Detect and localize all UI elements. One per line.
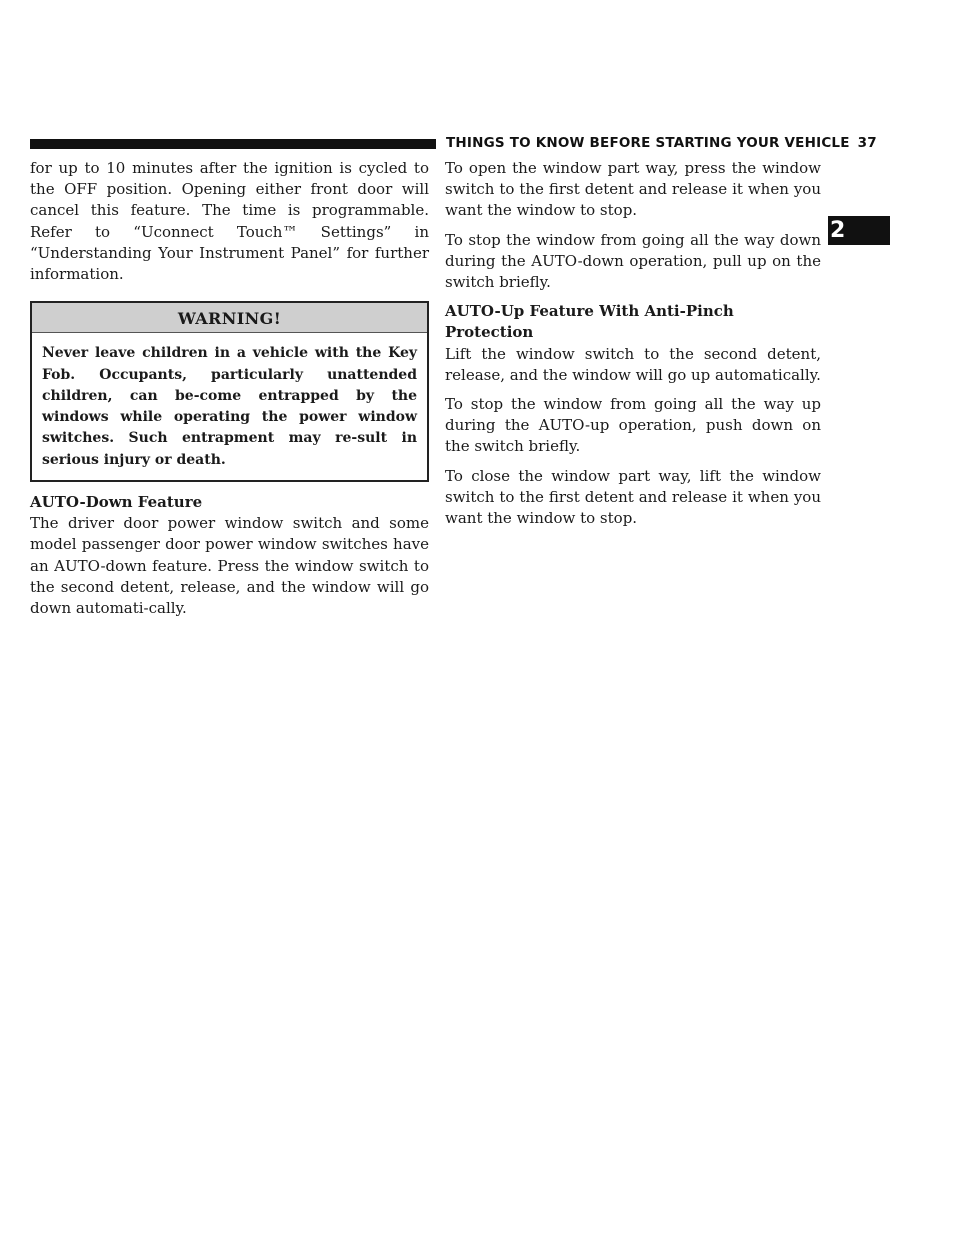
running-header	[446, 135, 877, 151]
right-column	[445, 158, 821, 537]
warning-box	[30, 301, 429, 482]
page-number: 37	[857, 135, 877, 151]
auto-up-heading: AUTO-Up Feature With Anti-Pinch Protection	[445, 302, 734, 342]
close-partway-paragraph: To close the window part way, lift the window switch to the first detent and release it when you want the window to stop.	[445, 466, 821, 528]
header-rule	[30, 139, 436, 149]
auto-down-heading: AUTO-Down Feature	[30, 493, 203, 511]
open-partway-paragraph: To open the window part way, press the window switch to the first detent and release it when you want the window to stop.	[445, 159, 821, 220]
stop-up-paragraph: To stop the window from going all the way up during the AUTO-up operation, push down on the switch briefly.	[445, 395, 821, 456]
auto-up-paragraph: Lift the window switch to the second detent, release, and the window will go up automatically.	[445, 344, 821, 384]
auto-down-paragraph: The driver door power window switch and some model passenger door power window switches have an AUTO-down feature. Press the window switch to the second detent, release, and the window will go down automati-cally.	[30, 514, 429, 618]
intro-paragraph: for up to 10 minutes after the ignition is cycled to the OFF position. Opening either front door will cancel this feature. The time is programmable. Refer to “Uconnect Touch™ Settings” in “Understanding Your Instrument Panel” for further information.	[30, 159, 429, 284]
left-column	[30, 158, 429, 619]
section-title: THINGS TO KNOW BEFORE STARTING YOUR VEHICLE	[446, 135, 850, 151]
stop-down-paragraph: To stop the window from going all the way down during the AUTO-down operation, pull up on the switch briefly.	[445, 230, 821, 292]
chapter-tab: 2	[828, 216, 890, 245]
warning-title: WARNING!	[32, 303, 427, 333]
warning-body: Never leave children in a vehicle with the Key Fob. Occupants, particularly unattended children, can be-come entrapped by the windows while operating the power window switches. Such entrapment may re-sult in serious injury or death.	[42, 345, 417, 468]
